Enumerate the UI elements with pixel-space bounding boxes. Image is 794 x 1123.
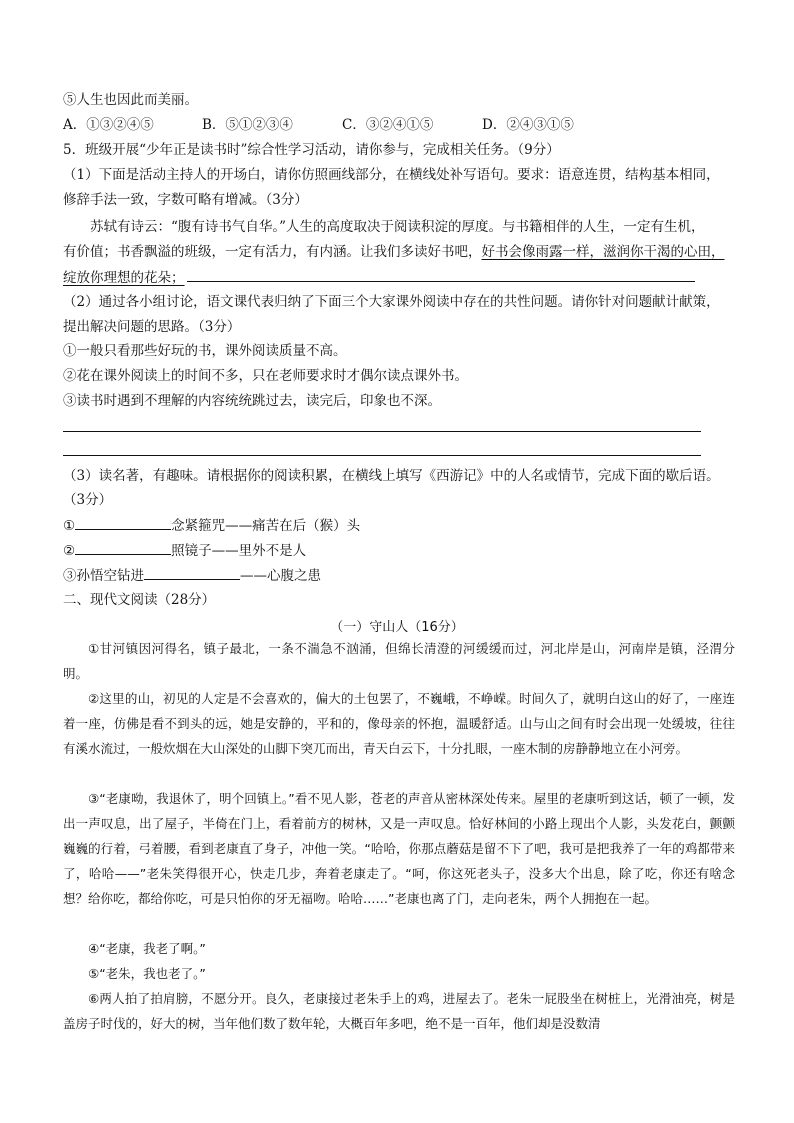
xiehouyu-2-text: 照镜子——里外不是人 — [171, 543, 307, 559]
option-a: A．①③②④⑤ — [63, 117, 154, 133]
host-speech-3 — [63, 267, 695, 288]
q5-part1-instruction-2: 修辞手法一致，字数可略有增减。（3分） — [63, 192, 308, 208]
q5-part2-instruction-1: （2）通过各小组讨论，语文课代表归纳了下面三个大家课外阅读中存在的共性问题。请你针对问题献计献策， — [63, 294, 720, 310]
problem-2: ②花在课外阅读上的时间不多，只在老师要求时才偶尔读点课外书。 — [63, 368, 468, 384]
section-2-title: 二、现代文阅读（28分） — [63, 592, 216, 608]
host-speech-2 — [63, 242, 725, 262]
option-c: C．③②④①⑤ — [342, 117, 434, 133]
question-5-title: 5．班级开展“少年正是读书时”综合性学习活动，请你参与，完成相关任务。（9分） — [63, 142, 560, 158]
problem-3: ③读书时遇到不理解的内容统统跳过去，读完后，印象也不深。 — [63, 393, 441, 409]
answer-line-1[interactable] — [63, 431, 701, 432]
q5-part1-instruction-1: （1）下面是活动主持人的开场白，请你仿照画线部分，在横线处补写语句。要求：语意连贯，结构基本相同， — [63, 167, 720, 183]
reading-paragraph-2: ②这里的山，初见的人定是不会喜欢的，偏大的土包罢了，不巍峨，不峥嵘。时间久了，就明白这山的好了，一座连着一座，仿佛是看不到头的远，她是安静的，平和的，像母亲的怀抱，温暖舒适。山与山之间有时会出现一处缓坡，往往有溪水流过，一般炊烟在大山深处的山脚下突兀而出，青天白云下，十分扎眼，一座木制的房静静地立在小河旁。 — [63, 691, 735, 756]
xiehouyu-2 — [63, 540, 306, 561]
q5-part3-instruction-2: （3分） — [63, 492, 113, 508]
problem-1: ①一般只看那些好玩的书，课外阅读质量不高。 — [63, 343, 347, 359]
q5-part3-instruction-1: （3）读名著，有趣味。请根据你的阅读积累，在横线上填写《西游记》中的人名或情节，完成下面的歇后语。 — [63, 468, 720, 484]
reading-paragraph-3: ③“老康呦，我退休了，明个回镇上。”看不见人影，苍老的声音从密林深处传来。屋里的老康听到这话，顿了一顿，发出一声叹息，出了屋子，半倚在门上，看着前方的树林，又是一声叹息。恰好林间的小路上现出个人影，头发花白，颤颤巍巍的行着，弓着腰，看到老康直了身子，冲他一笑。“哈哈，你那点蘑菇是留不下了吧，我可是把我养了一年的鸡都带来了，哈哈——”老朱笑得很开心，快走几步，奔着老康走了。“呵，你这死老头子，没多大个出息，除了吃，你还有啥念想？给你吃，都给你吃，可是只怕你的牙无福吻。哈哈……”老康也离了门，走向老朱，两个人拥抱在一起。 — [63, 791, 735, 906]
xiehouyu-1 — [63, 515, 360, 536]
host-speech-1: 苏轼有诗云：“腹有诗书气自华。”人生的高度取决于阅读积淀的厚度。与书籍相伴的人生，一定有生机， — [90, 219, 705, 235]
xiehouyu-3-text: ③孙悟空钻进 — [63, 568, 144, 584]
reading-paragraph-4: ④“老康，我老了啊。” — [88, 941, 206, 956]
reading-paragraph-1: ①甘河镇因河得名，镇子最北，一条不湍急不汹涌，但绵长清澄的河缓缓而过，河北岸是山，河南岸是镇，泾渭分明。 — [63, 641, 735, 681]
xiehouyu-3 — [63, 565, 321, 586]
reading-subtitle: （一）守山人（16分） — [330, 620, 464, 635]
xiehouyu-2-number: ② — [63, 543, 76, 559]
xiehouyu-1-text: 念紧箍咒——痛苦在后（猴）头 — [171, 518, 361, 534]
reading-paragraph-5: ⑤“老朱，我也老了。” — [88, 966, 206, 981]
xiehouyu-1-number: ① — [63, 518, 76, 534]
underlined-model-phrase-end: 绽放你理想的花朵； — [63, 270, 185, 286]
item-5-sentence: ⑤人生也因此而美丽。 — [63, 92, 198, 108]
q5-part2-instruction-2: 提出解决问题的思路。（3分） — [63, 319, 241, 335]
host-speech-2-plain: 有价值；书香飘溢的班级，一定有活力，有内涵。让我们多读好书吧， — [63, 244, 482, 260]
reading-paragraph-6: ⑥两人拍了拍肩膀，不愿分开。良久，老康接过老朱手上的鸡，进屋去了。老朱一屁股坐在树桩上，光滑油亮，树是盖房子时伐的，好大的树，当年他们数了数年轮，大概百年多吧，绝不是一百年，他们却是没数清 — [63, 991, 735, 1031]
answer-line-2[interactable] — [63, 455, 701, 456]
option-b: B．⑤①②③④ — [202, 117, 293, 133]
answer-blank-1[interactable] — [187, 267, 695, 282]
xiehouyu-3-tail: ——心腹之患 — [240, 568, 321, 584]
xiehouyu-blank-2[interactable] — [75, 540, 171, 555]
option-d: D．②④③①⑤ — [482, 117, 574, 133]
underlined-model-phrase: 好书会像雨露一样，滋润你干渴的心田， — [481, 244, 725, 260]
xiehouyu-blank-3[interactable] — [144, 565, 240, 580]
xiehouyu-blank-1[interactable] — [75, 515, 171, 530]
